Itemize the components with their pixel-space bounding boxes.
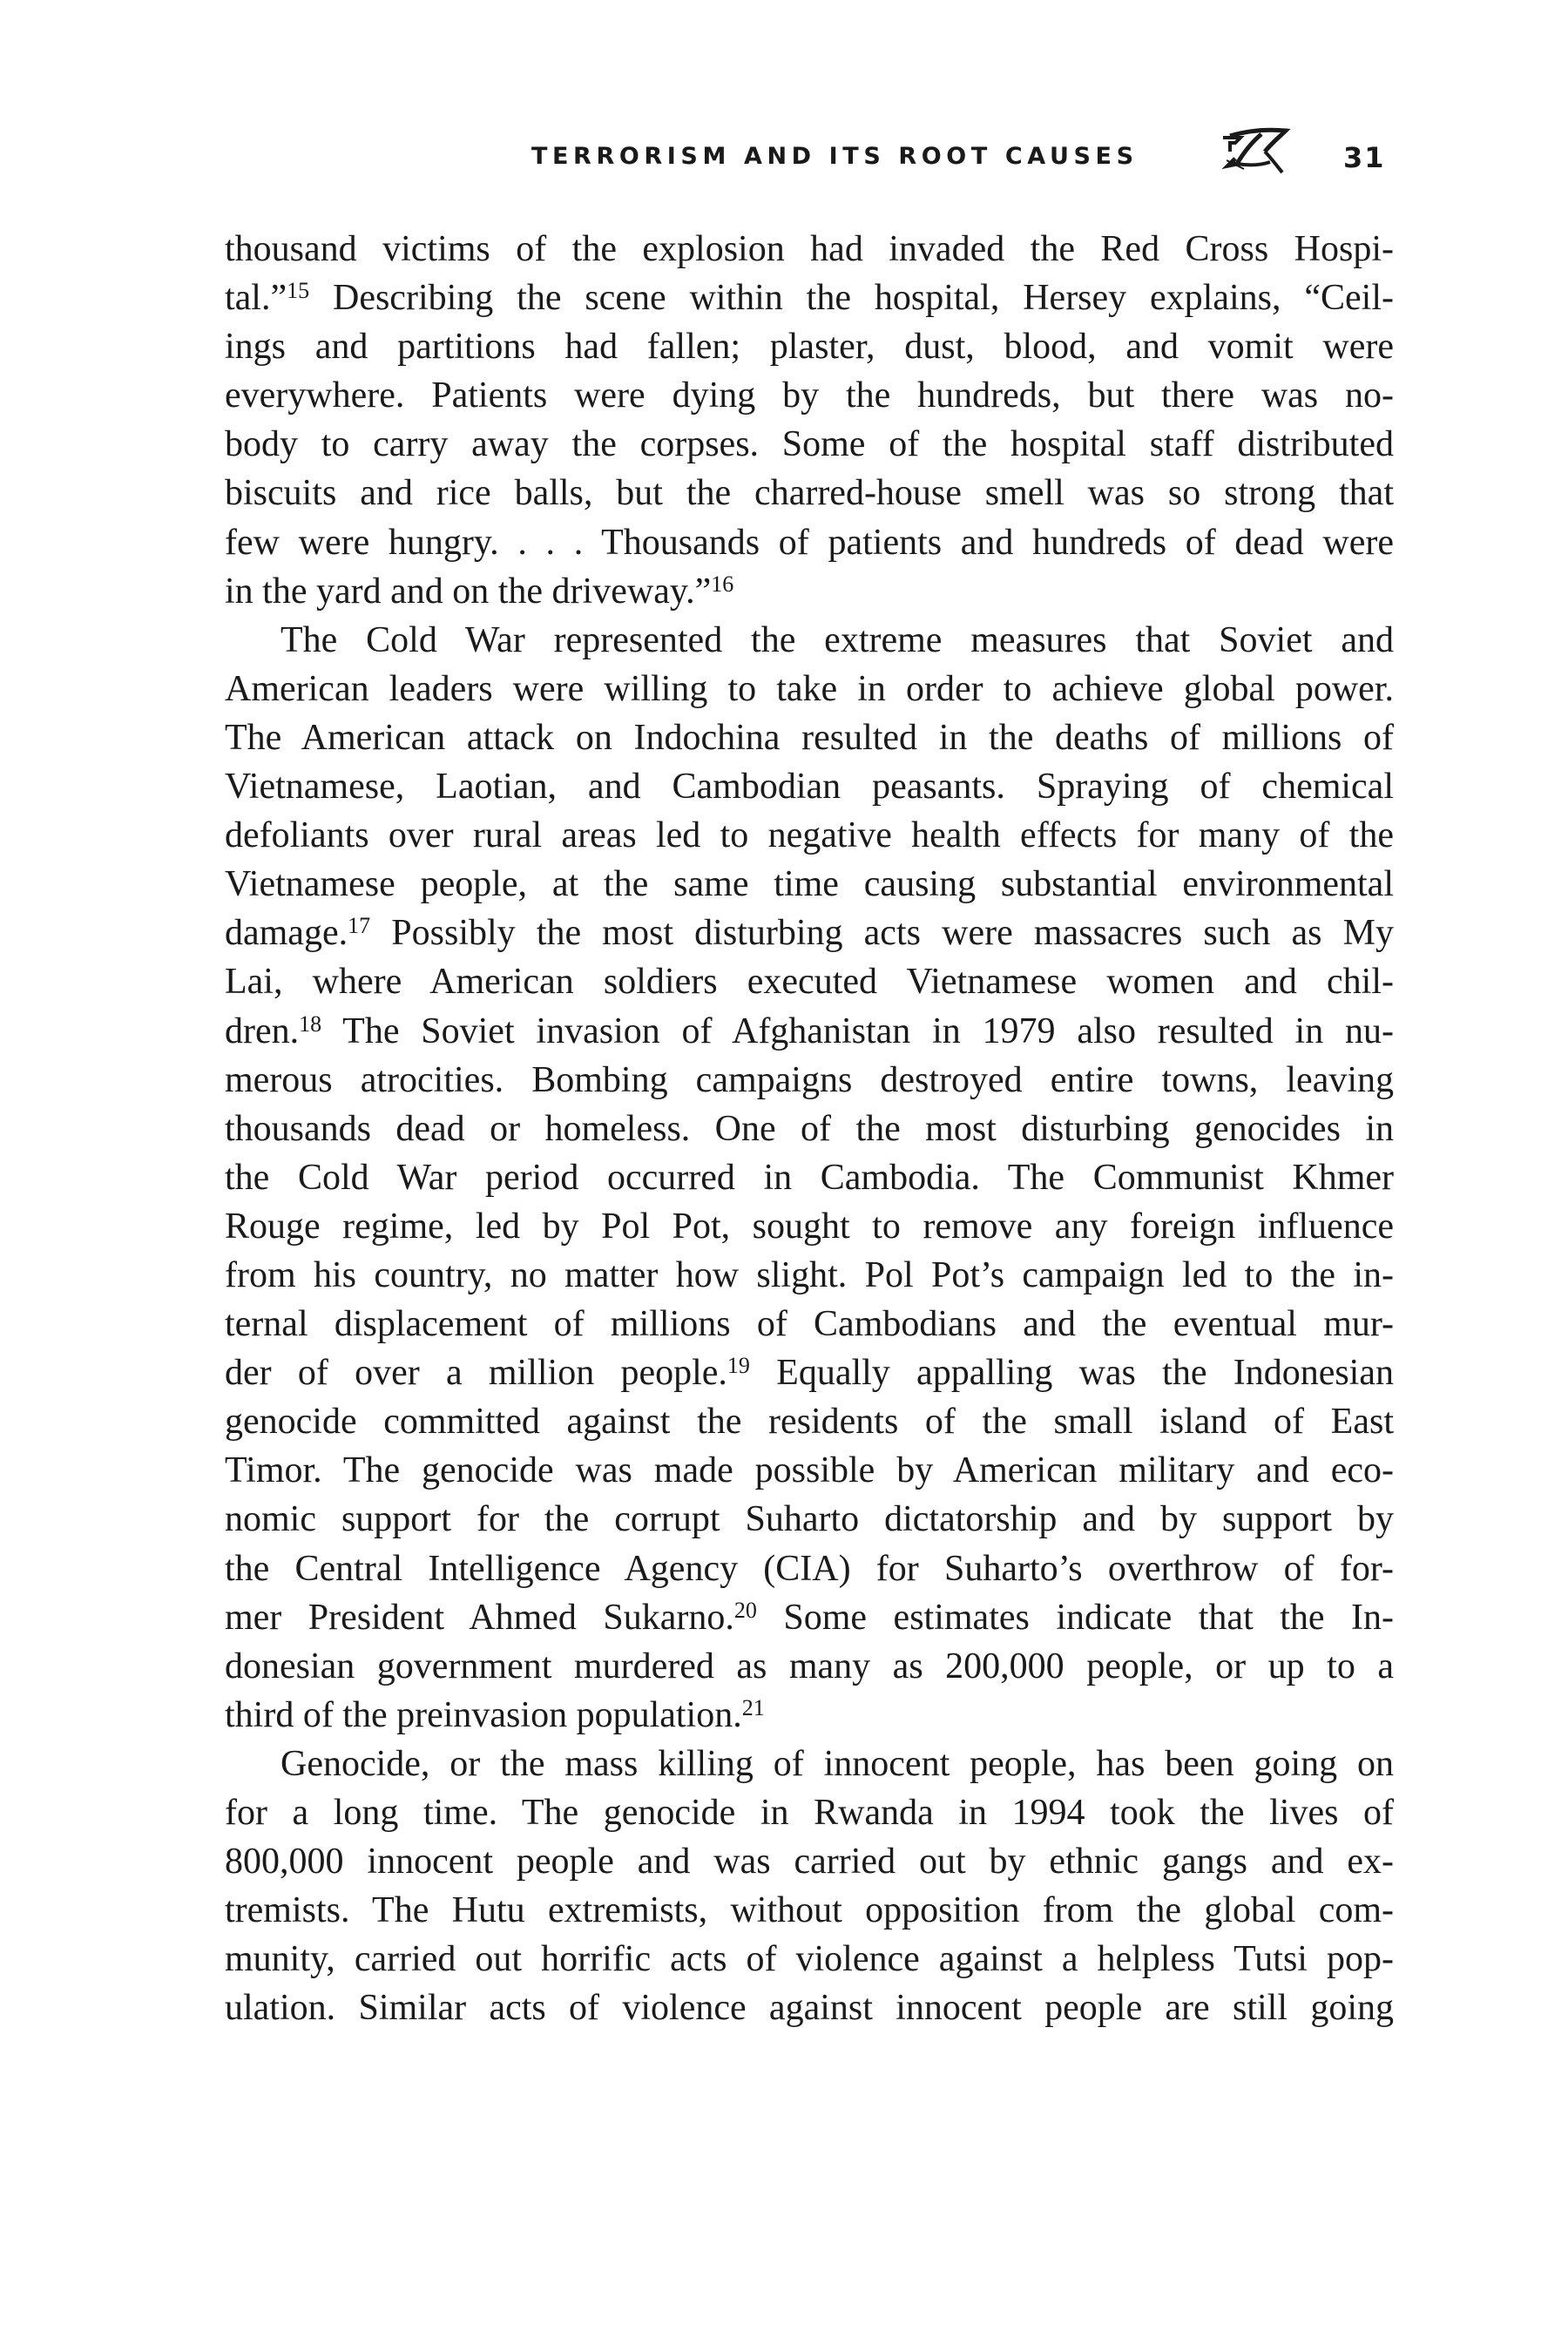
text-line: the Cold War period occurred in Cambodia. The Communist Khmer: [225, 1157, 1394, 1198]
text-line: 800,000 innocent people and was carried out by ethnic gangs and ex-: [225, 1842, 1394, 1882]
text-line: Lai, where American soldiers executed Vietnamese women and chil-: [225, 962, 1394, 1003]
text-line: munity, carried out horrific acts of violence against a helpless Tutsi pop-: [225, 1939, 1394, 1980]
footnote-marker[interactable]: 19: [727, 1353, 750, 1379]
text-segment: Describing the scene within the hospital, Hersey explains, “Ceil-: [309, 278, 1394, 319]
footnote-marker[interactable]: 20: [733, 1597, 757, 1623]
text-segment: Equally appalling was the Indonesian: [749, 1353, 1394, 1394]
text-line: thousand victims of the explosion had invaded the Red Cross Hospi-: [225, 229, 1394, 269]
text-line: Genocide, or the mass killing of innocent people, has been going on: [280, 1743, 1394, 1784]
running-head: [531, 138, 1402, 190]
footnote-marker[interactable]: 21: [741, 1694, 765, 1720]
text-segment: damage.: [225, 913, 348, 954]
text-line: thousands dead or homeless. One of the most disturbing genocides in: [225, 1108, 1394, 1149]
page-number: 31: [1343, 141, 1386, 174]
text-segment: Possibly the most disturbing acts were massacres such as My: [370, 913, 1394, 954]
text-line: merous atrocities. Bombing campaigns destroyed entire towns, leaving: [225, 1059, 1394, 1100]
text-line: nomic support for the corrupt Suharto dictatorship and by support by: [225, 1499, 1394, 1540]
running-head-title: TERRORISM AND ITS ROOT CAUSES: [531, 143, 1139, 170]
paragraph: [225, 1740, 1394, 2033]
text-line: ulation. Similar acts of violence against innocent people are still going: [225, 1988, 1394, 2029]
paragraph: [225, 616, 1394, 1740]
text-line: [225, 909, 1394, 957]
footnote-marker[interactable]: 18: [299, 1010, 322, 1037]
text-segment: mer President Ahmed Sukarno.: [225, 1597, 734, 1638]
footnote-marker[interactable]: 17: [348, 913, 371, 939]
body-text: [225, 225, 1394, 2032]
text-line: genocide committed against the residents of the small island of East: [225, 1402, 1394, 1443]
text-line: Rouge regime, led by Pol Pot, sought to remove any foreign influence: [225, 1206, 1394, 1247]
text-line: everywhere. Patients were dying by the hundreds, but there was no-: [225, 375, 1394, 416]
text-line: [225, 1007, 1394, 1056]
paragraph: [225, 225, 1394, 616]
text-line: defoliants over rural areas led to negative health effects for many of the: [225, 815, 1394, 856]
text-line: Vietnamese people, at the same time causing substantial environmental: [225, 864, 1394, 905]
text-line: [225, 1593, 1394, 1642]
text-segment: third of the preinvasion population.: [225, 1694, 742, 1735]
text-line: from his country, no matter how slight. Pol Pot’s campaign led to the in-: [225, 1254, 1394, 1295]
text-line: body to carry away the corpses. Some of the hospital staff distributed: [225, 424, 1394, 465]
text-line: [225, 1691, 1394, 1740]
text-line: ings and partitions had fallen; plaster, dust, blood, and vomit were: [225, 327, 1394, 368]
footnote-marker[interactable]: 15: [287, 278, 310, 304]
text-line: ternal displacement of millions of Cambodians and the eventual mur-: [225, 1304, 1394, 1345]
text-line: [225, 274, 1394, 322]
text-line: biscuits and rice balls, but the charred-house smell was so strong that: [225, 473, 1394, 514]
text-line: Timor. The genocide was made possible by American military and eco-: [225, 1450, 1394, 1491]
text-segment: The Soviet invasion of Afghanistan in 1979 also resulted in nu-: [321, 1010, 1394, 1051]
stylized-logo-icon: [1218, 125, 1293, 179]
text-line: tremists. The Hutu extremists, without opposition from the global com-: [225, 1890, 1394, 1931]
text-line: The Cold War represented the extreme measures that Soviet and: [280, 619, 1394, 660]
text-line: donesian government murdered as many as 200,000 people, or up to a: [225, 1646, 1394, 1686]
text-segment: Some estimates indicate that the In-: [756, 1597, 1395, 1638]
text-line: [225, 1348, 1394, 1397]
text-line: Vietnamese, Laotian, and Cambodian peasants. Spraying of chemical: [225, 767, 1394, 808]
text-line: for a long time. The genocide in Rwanda in 1994 took the lives of: [225, 1793, 1394, 1833]
footnote-marker[interactable]: 16: [711, 571, 734, 597]
text-line: the Central Intelligence Agency (CIA) for Suharto’s overthrow of for-: [225, 1548, 1394, 1589]
text-segment: der of over a million people.: [225, 1353, 727, 1394]
text-segment: dren.: [225, 1010, 300, 1051]
text-line: [225, 567, 1394, 616]
text-segment: in the yard and on the driveway.”: [225, 571, 712, 612]
text-line: American leaders were willing to take in order to achieve global power.: [225, 668, 1394, 709]
text-segment: tal.”: [225, 278, 287, 319]
text-line: The American attack on Indochina resulted in the deaths of millions of: [225, 717, 1394, 758]
text-line: few were hungry. . . . Thousands of patients and hundreds of dead were: [225, 522, 1394, 563]
